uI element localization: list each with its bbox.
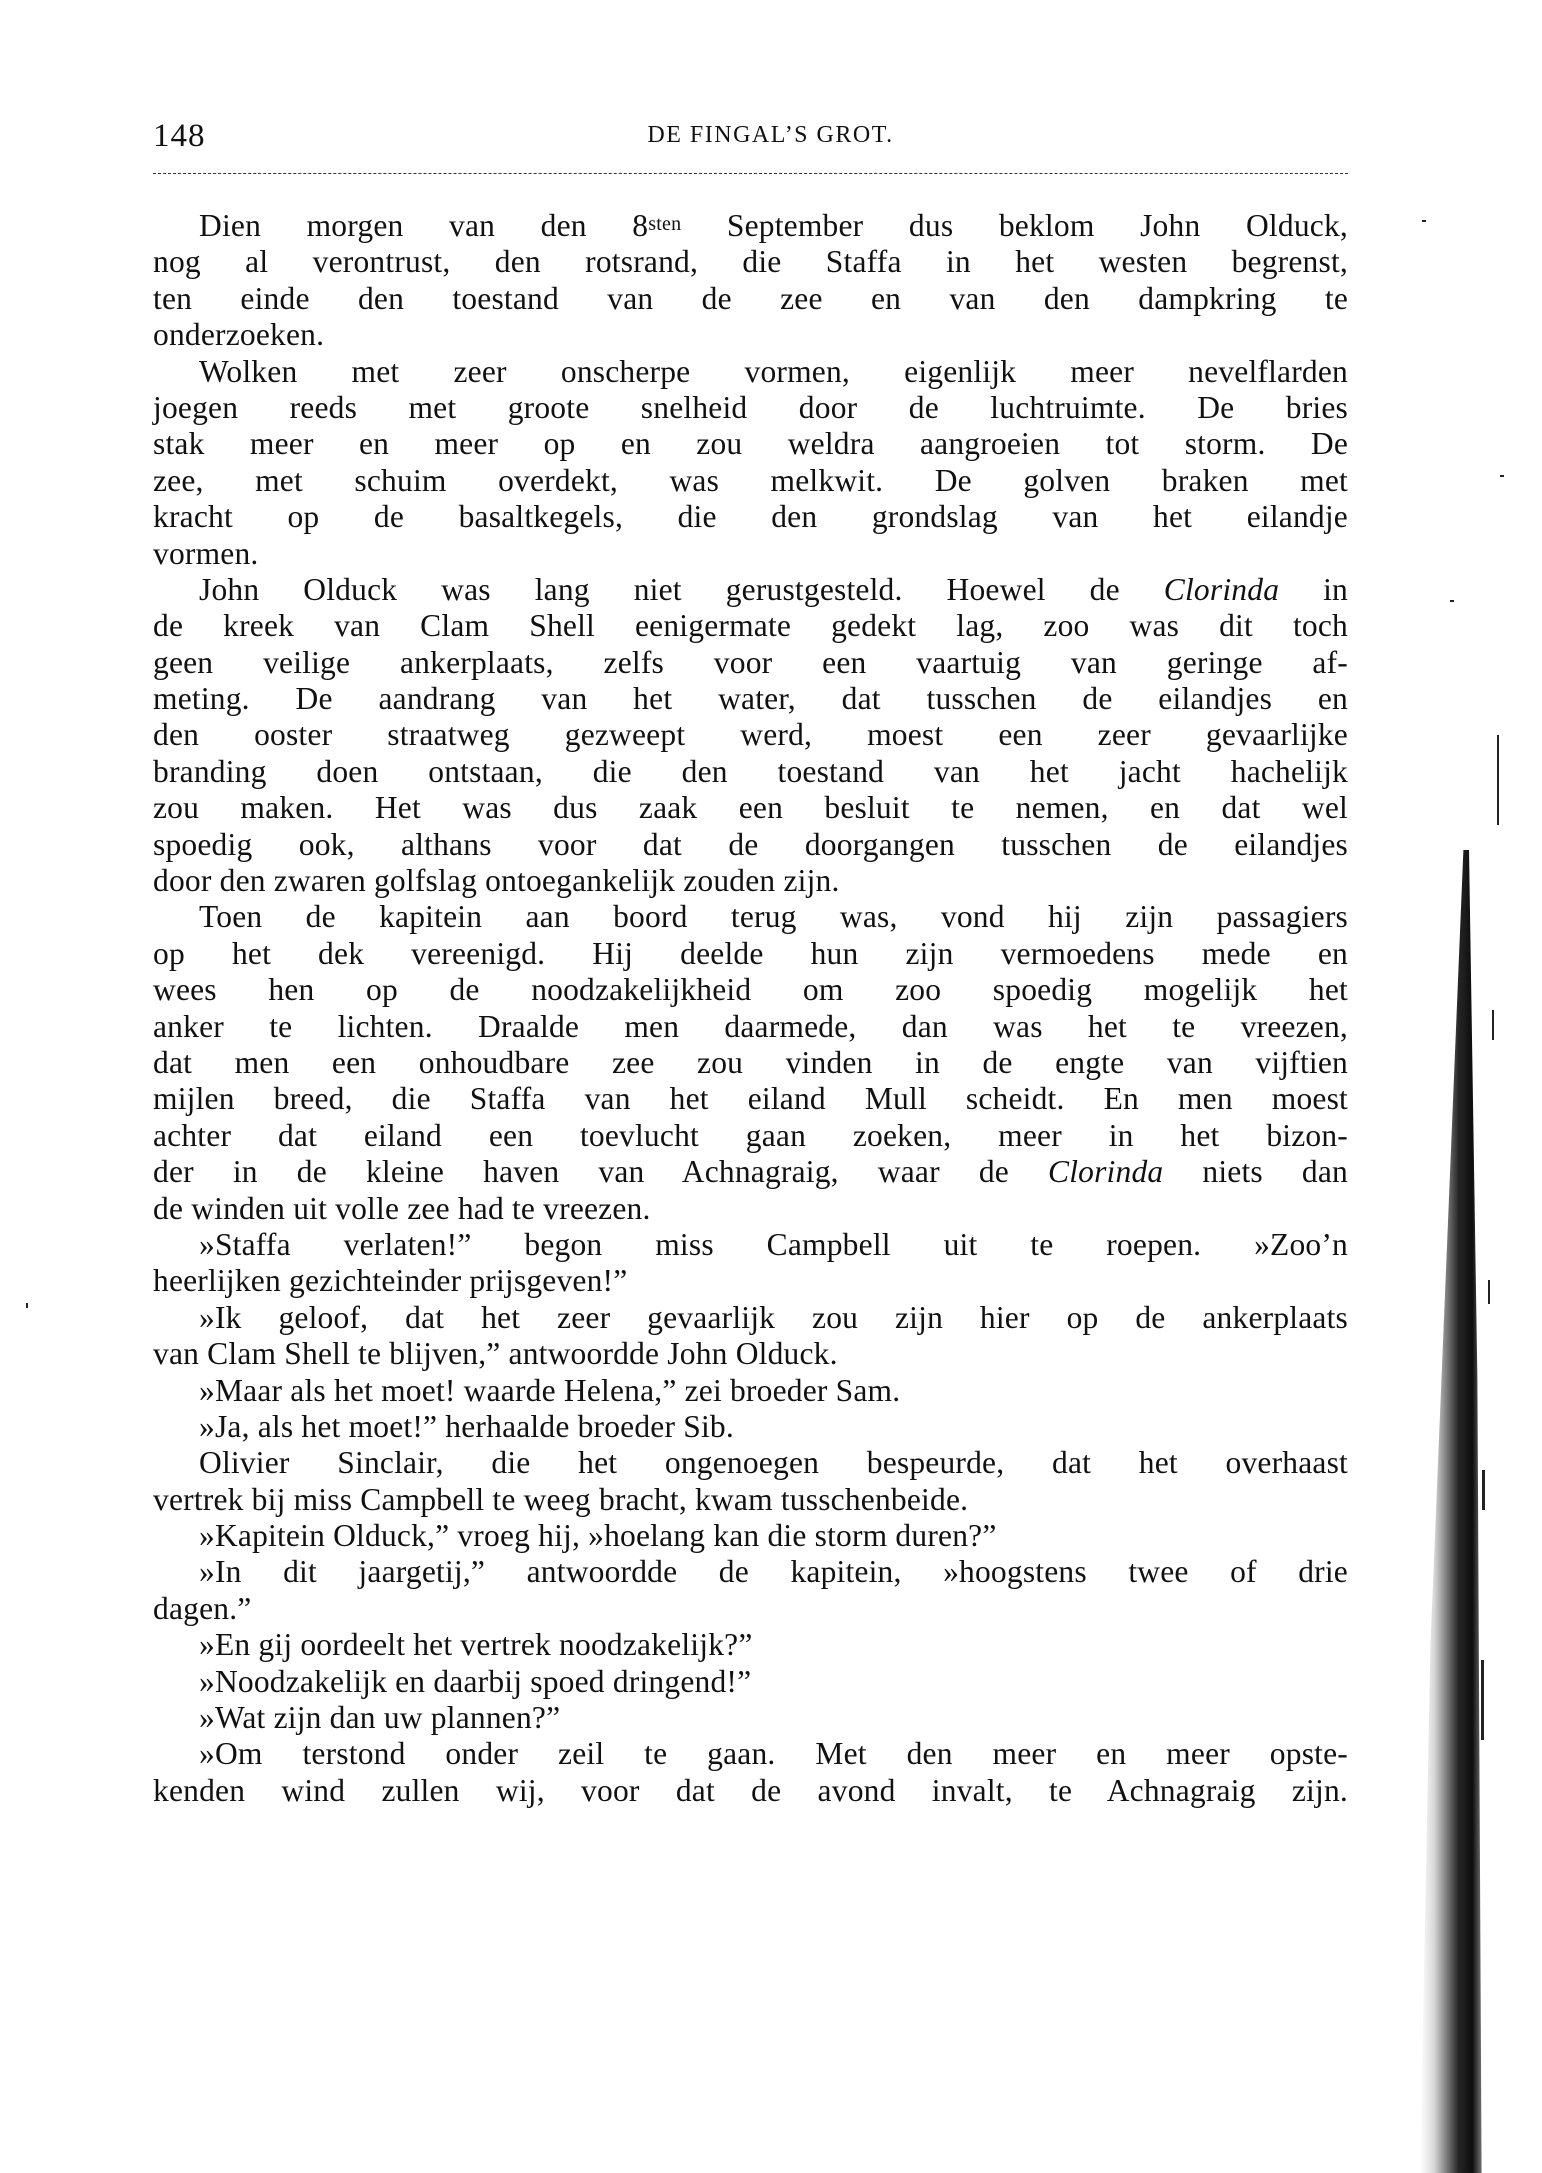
- text-line: op het dek vereenigd. Hij deelde hun zijn vermoedens mede en: [153, 935, 1348, 971]
- text-line: stak meer en meer op en zou weldra aangroeien tot storm. De: [153, 426, 1348, 462]
- ship-name: Clorinda: [1163, 571, 1280, 607]
- text-run: in: [1279, 571, 1349, 607]
- text-line: meting. De aandrang van het water, dat tusschen de eilandjes en: [153, 681, 1348, 717]
- text-line: Wolken met zeer onscherpe vormen, eigenlijk meer nevelflarden: [199, 353, 1348, 389]
- scan-speck: [1500, 475, 1504, 477]
- scan-speck: [1488, 1280, 1490, 1304]
- text-line: »Maar als het moet! waarde Helena,” zei broeder Sam.: [199, 1372, 901, 1408]
- text-line: kenden wind zullen wij, voor dat de avond invalt, te Achnagraig zijn.: [153, 1772, 1348, 1808]
- text-line: kracht op de basaltkegels, die den grondslag van het eilandje: [153, 499, 1348, 535]
- text-line: »Ja, als het moet!” herhaalde broeder Sib.: [199, 1408, 734, 1444]
- text-line: »Noodzakelijk en daarbij spoed dringend!”: [199, 1663, 752, 1699]
- ordinal-suffix: sten: [648, 213, 682, 235]
- scan-speck: [1422, 220, 1426, 222]
- text-run: niets dan: [1163, 1154, 1348, 1190]
- text-line: ten einde den toestand van de zee en van den dampkring te: [153, 280, 1348, 316]
- text-line: [153, 1154, 1348, 1190]
- text-line: heerlijken gezichteinder prijsgeven!”: [153, 1263, 628, 1299]
- scan-speck: [1450, 600, 1454, 602]
- text-line: de kreek van Clam Shell eenigermate gedekt lag, zoo was dit toch: [153, 608, 1348, 644]
- text-run: September dus beklom John Olduck,: [681, 208, 1348, 243]
- ship-name: Clorinda: [1047, 1154, 1164, 1190]
- text-line: van Clam Shell te blijven,” antwoordde John Olduck.: [153, 1336, 838, 1372]
- text-line: vormen.: [153, 535, 259, 571]
- text-line: »Ik geloof, dat het zeer gevaarlijk zou zijn hier op de ankerplaats: [199, 1299, 1348, 1335]
- scan-speck: [26, 1303, 28, 1308]
- text-line: spoedig ook, althans voor dat de doorgangen tusschen de eilandjes: [153, 826, 1348, 862]
- running-head: [153, 118, 1348, 158]
- text-line: »Kapitein Olduck,” vroeg hij, »hoelang kan die storm duren?”: [199, 1518, 997, 1554]
- text-line: zou maken. Het was dus zaak een besluit te nemen, en dat wel: [153, 790, 1348, 826]
- text-run: Dien morgen van den 8: [199, 208, 649, 243]
- text-line: [153, 208, 1348, 244]
- text-run: John Olduck was lang niet gerustgesteld. Hoewel de: [199, 571, 1164, 607]
- text-line: »In dit jaargetij,” antwoordde de kapitein, »hoogstens twee of drie: [199, 1554, 1348, 1590]
- text-line: [153, 572, 1348, 608]
- text-line: den ooster straatweg gezweept werd, moest een zeer gevaarlijke: [153, 717, 1348, 753]
- text-line: dagen.”: [153, 1590, 252, 1626]
- text-line: dat men een onhoudbare zee zou vinden in de engte van vijftien: [153, 1044, 1348, 1080]
- text-line: »Staffa verlaten!” begon miss Campbell uit te roepen. »Zoo’n: [199, 1226, 1348, 1262]
- text-line: de winden uit volle zee had te vreezen.: [153, 1190, 651, 1226]
- page-number: 148: [153, 118, 206, 154]
- scan-speck: [1492, 1010, 1494, 1040]
- running-title: DE FINGAL’S GROT.: [647, 122, 894, 148]
- scan-speck: [1482, 1470, 1485, 1510]
- text-line: geen veilige ankerplaats, zelfs voor een vaartuig van geringe af-: [153, 644, 1348, 680]
- text-line: joegen reeds met groote snelheid door de luchtruimte. De bries: [153, 389, 1348, 425]
- text-line: nog al verontrust, den rotsrand, die Staffa in het westen begrenst,: [153, 244, 1348, 280]
- text-line: door den zwaren golfslag ontoegankelijk zouden zijn.: [153, 863, 840, 899]
- text-line: »En gij oordeelt het vertrek noodzakelijk?”: [199, 1627, 753, 1663]
- body-text: [153, 208, 1348, 1809]
- text-line: »Wat zijn dan uw plannen?”: [199, 1700, 561, 1736]
- text-line: »Om terstond onder zeil te gaan. Met den meer en meer opste-: [199, 1736, 1348, 1772]
- scan-speck: [1497, 735, 1499, 825]
- header-rule: [153, 173, 1348, 174]
- text-line: vertrek bij miss Campbell te weeg bracht, kwam tusschenbeide.: [153, 1481, 969, 1517]
- text-line: mijlen breed, die Staffa van het eiland Mull scheidt. En men moest: [153, 1081, 1348, 1117]
- text-line: anker te lichten. Draalde men daarmede, dan was het te vreezen,: [153, 1008, 1348, 1044]
- text-line: branding doen ontstaan, die den toestand van het jacht hachelijk: [153, 753, 1348, 789]
- text-line: achter dat eiland een toevlucht gaan zoeken, meer in het bizon-: [153, 1117, 1348, 1153]
- text-line: onderzoeken.: [153, 317, 325, 353]
- text-line: Olivier Sinclair, die het ongenoegen bespeurde, dat het overhaast: [199, 1445, 1348, 1481]
- scan-speck: [1481, 1660, 1484, 1740]
- text-run: der in de kleine haven van Achnagraig, waar de: [153, 1154, 1048, 1190]
- text-line: Toen de kapitein aan boord terug was, vond hij zijn passagiers: [199, 899, 1348, 935]
- scan-gutter-shadow: [1420, 850, 1490, 2173]
- text-line: zee, met schuim overdekt, was melkwit. De golven braken met: [153, 462, 1348, 498]
- text-line: wees hen op de noodzakelijkheid om zoo spoedig mogelijk het: [153, 972, 1348, 1008]
